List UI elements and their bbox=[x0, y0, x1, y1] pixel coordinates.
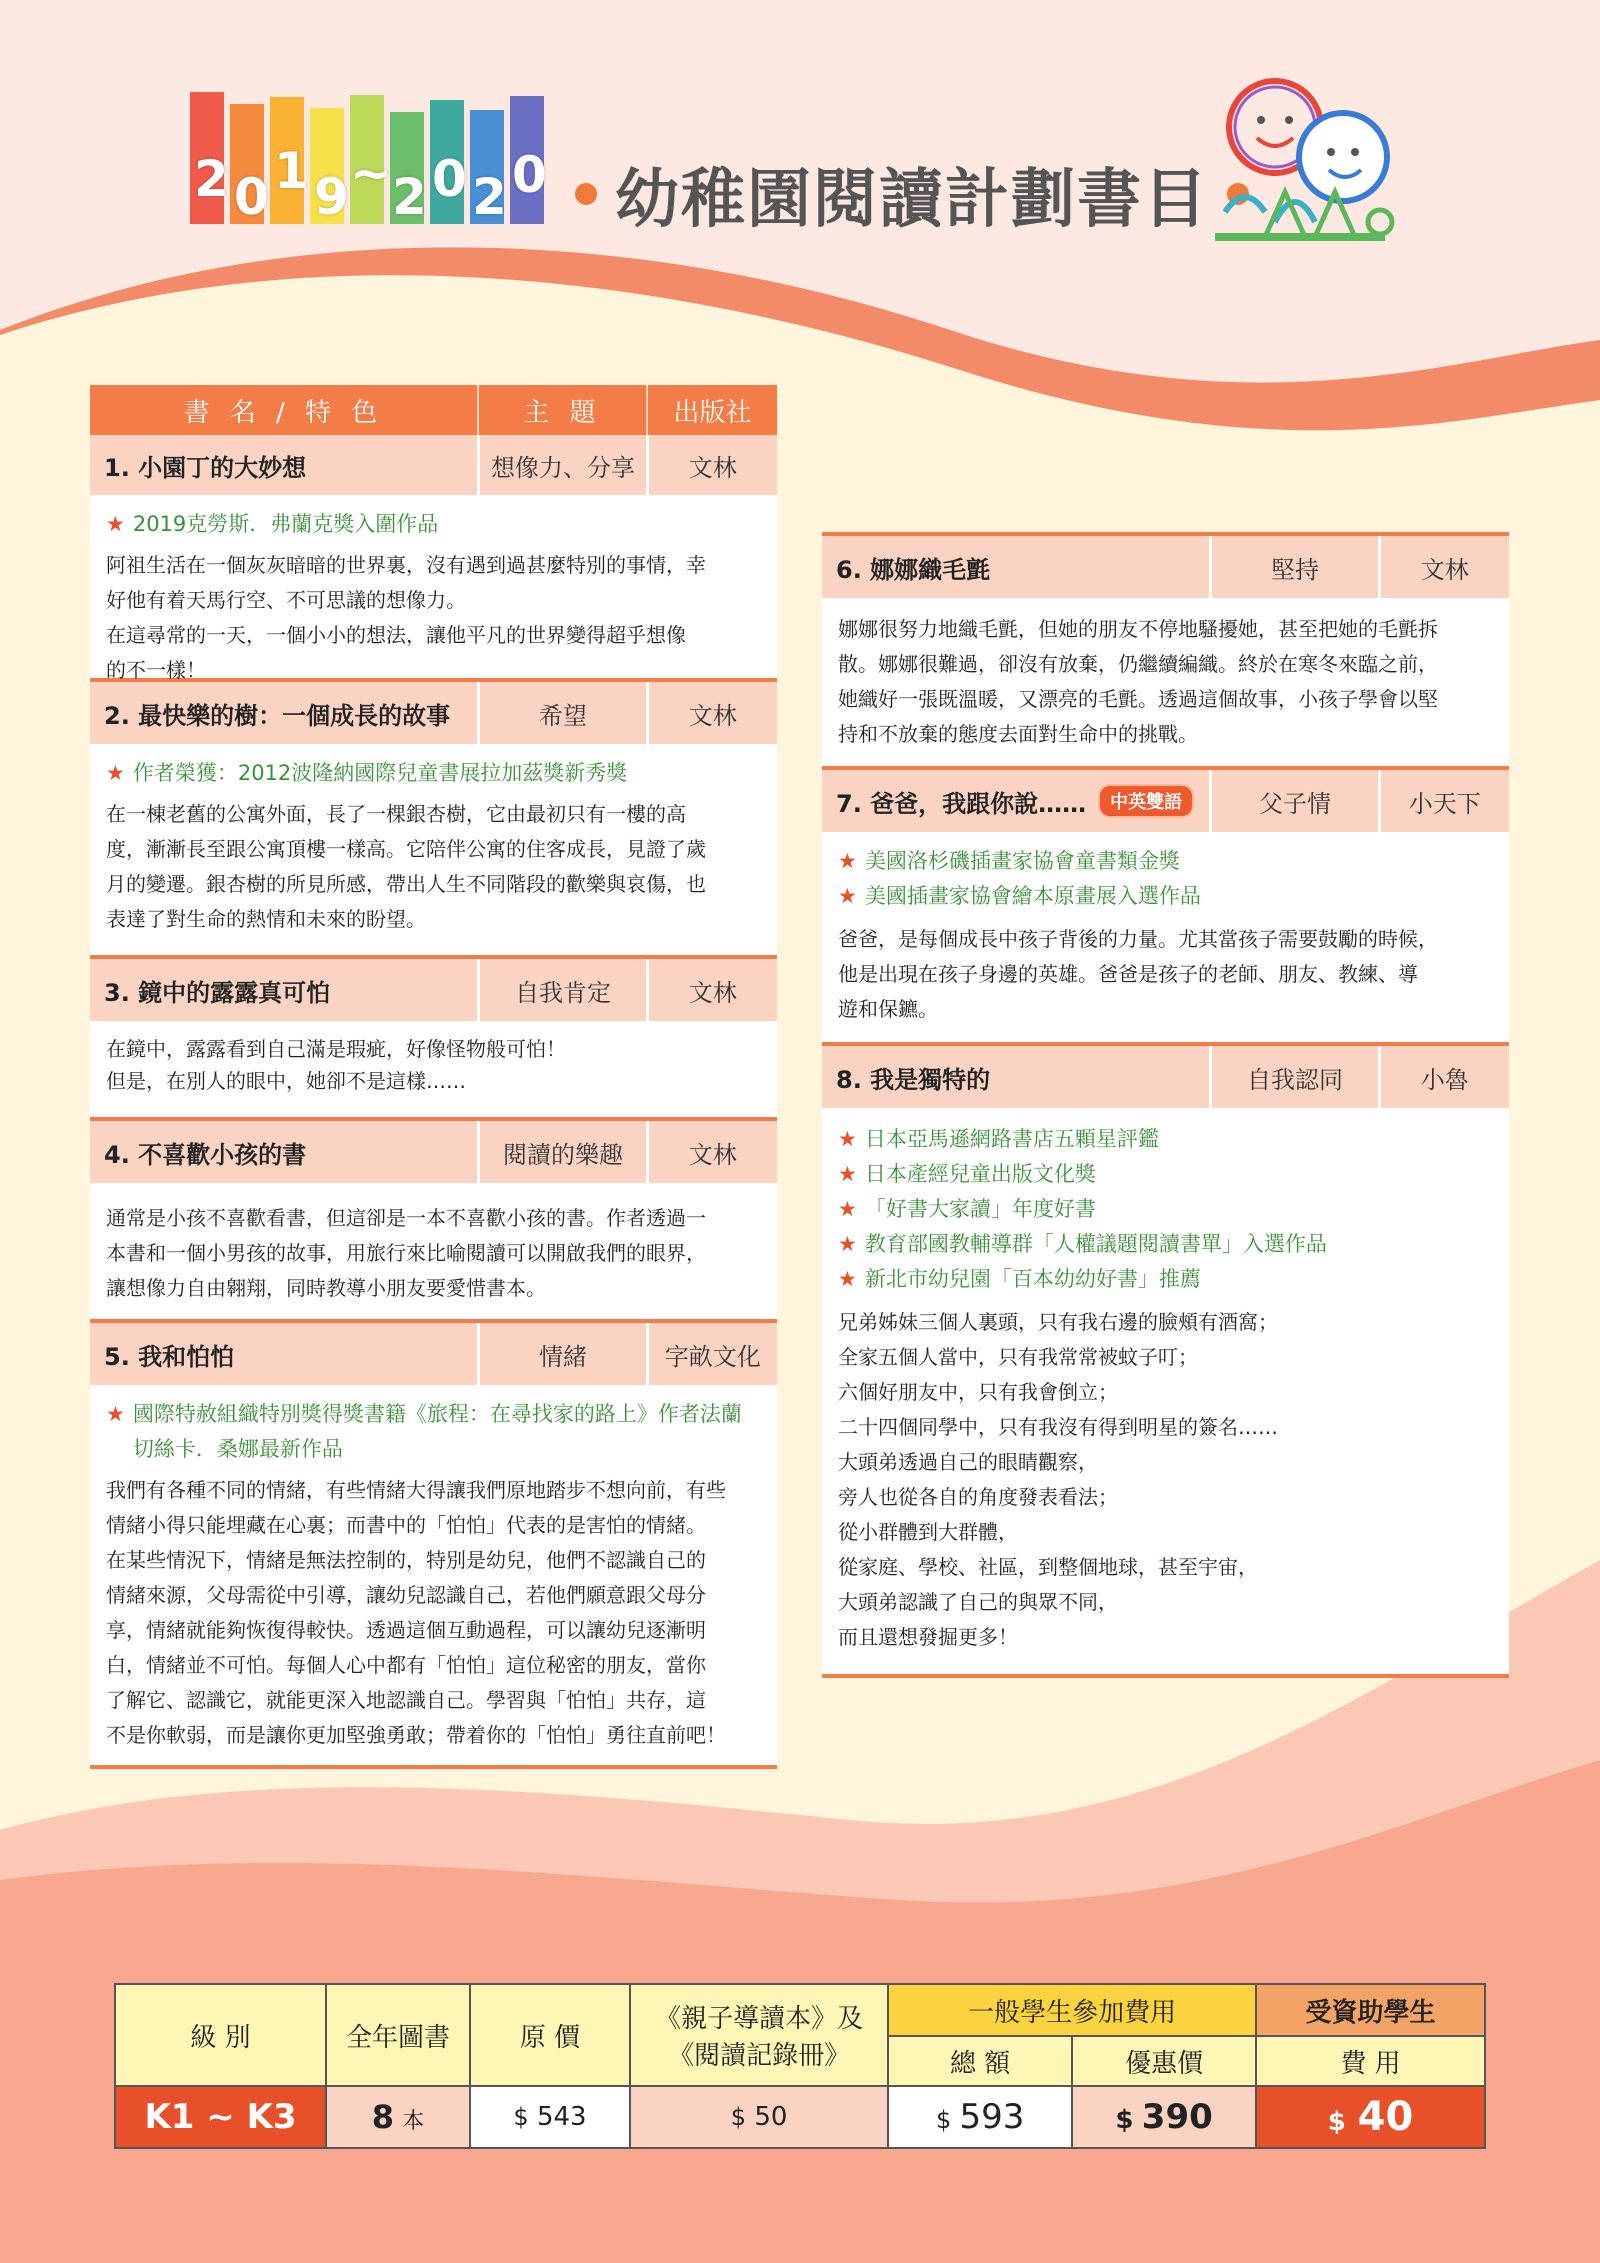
book-theme: 閱讀的樂趣 bbox=[477, 1121, 645, 1183]
award-line bbox=[838, 844, 1493, 879]
star-icon: ★ bbox=[838, 1162, 857, 1186]
header-discount: 優惠價 bbox=[1072, 2036, 1256, 2086]
award-text: 美國插畫家協會繪本原畫展入選作品 bbox=[864, 884, 1201, 908]
desc-line: 但是，在別人的眼中，她卻不是這樣…… bbox=[106, 1069, 466, 1093]
award-line bbox=[838, 1227, 1493, 1262]
desc-line: 度，漸漸長至跟公寓頂樓一樣高。它陪伴公寓的住客成長，見證了歲 bbox=[106, 837, 706, 861]
currency: $ bbox=[935, 2106, 952, 2134]
desc-line: 阿祖生活在一個灰灰暗暗的世界裏，沒有遇到過甚麼特別的事情，幸 bbox=[106, 553, 706, 577]
book-name: 1. 小園丁的大妙想 bbox=[104, 453, 307, 482]
book-title-row bbox=[90, 1319, 777, 1385]
header-original-price: 原 價 bbox=[470, 1984, 630, 2086]
award-line bbox=[106, 1397, 761, 1467]
desc-line: 散。娜娜很難過，卻沒有放棄，仍繼續編織。終於在寒冬來臨之前， bbox=[838, 652, 1438, 676]
book-title-row bbox=[90, 435, 777, 495]
award-line bbox=[838, 1192, 1493, 1227]
desc-line: 她織好一張既溫暖，又漂亮的毛氈。透過這個故事，小孩子學會以堅 bbox=[838, 687, 1438, 711]
desc-line: 了解它、認識它，就能更深入地認識自己。學習與「怕怕」共存，這 bbox=[106, 1688, 706, 1712]
book-name: 8. 我是獨特的 bbox=[836, 1065, 991, 1094]
year-label bbox=[190, 142, 560, 230]
book-description bbox=[90, 1183, 777, 1319]
book-theme: 父子情 bbox=[1209, 770, 1377, 832]
star-icon: ★ bbox=[106, 761, 125, 785]
award-text: 國際特赦組織特別獎得獎書籍《旅程：在尋找家的路上》作者法蘭 bbox=[132, 1402, 742, 1426]
level-cell: K1 ~ K3 bbox=[115, 2086, 326, 2148]
book-description bbox=[90, 495, 777, 682]
header-publisher: 出版社 bbox=[673, 397, 752, 428]
book-title-row bbox=[822, 536, 1509, 598]
header-books: 全年圖書 bbox=[326, 1984, 470, 2086]
book-description bbox=[90, 1021, 777, 1117]
original-price: 543 bbox=[536, 2102, 587, 2132]
bilingual-badge: 中英雙語 bbox=[1098, 784, 1194, 818]
book-publisher: 小魯 bbox=[1378, 1046, 1509, 1108]
desc-line: 從家庭、學校、社區，到整個地球，甚至宇宙， bbox=[838, 1555, 1258, 1579]
year-digit: 2 bbox=[194, 150, 229, 208]
book-publisher: 文林 bbox=[646, 1121, 777, 1183]
book-theme: 希望 bbox=[477, 682, 645, 744]
desc-line: 從小群體到大群體， bbox=[838, 1520, 1018, 1544]
book-publisher: 文林 bbox=[646, 682, 777, 744]
year-digit: 0 bbox=[234, 168, 269, 226]
book-name: 2. 最快樂的樹：一個成長的故事 bbox=[104, 701, 451, 730]
header-general-students: 一般學生參加費用 bbox=[888, 1984, 1256, 2036]
book-name: 4. 不喜歡小孩的書 bbox=[104, 1140, 307, 1169]
book-theme: 自我認同 bbox=[1209, 1046, 1377, 1108]
table-header bbox=[90, 385, 777, 435]
award-line bbox=[838, 879, 1493, 914]
star-icon: ★ bbox=[838, 1127, 857, 1151]
award-text: 新北市幼兒園「百本幼幼好書」推薦 bbox=[864, 1267, 1201, 1291]
book-description bbox=[822, 832, 1509, 1042]
desc-line: 不是你軟弱，而是讓你更加堅強勇敢；帶着你的「怕怕」勇往直前吧！ bbox=[106, 1723, 726, 1747]
year-digit: 1 bbox=[274, 142, 309, 200]
description-text bbox=[106, 1473, 761, 1753]
header-name: 書 名 / 特 色 bbox=[90, 385, 479, 435]
desc-line: 享，情緒就能夠恢復得較快。透過這個互動過程，可以讓幼兒逐漸明 bbox=[106, 1618, 706, 1642]
book-publisher: 文林 bbox=[1378, 536, 1509, 598]
desc-line: 情緒來源，父母需從中引導，讓幼兒認識自己，若他們願意跟父母分 bbox=[106, 1583, 706, 1607]
star-icon: ★ bbox=[838, 849, 857, 873]
smiley-mascot-icon bbox=[1205, 72, 1410, 247]
book-theme: 情緒 bbox=[477, 1323, 645, 1385]
discount-price: 390 bbox=[1141, 2097, 1213, 2137]
desc-line: 大頭弟認識了自己的與眾不同， bbox=[838, 1590, 1118, 1614]
award-text: 「好書大家讀」年度好書 bbox=[864, 1197, 1096, 1221]
desc-line: 我們有各種不同的情緒，有些情緒大得讓我們原地踏步不想向前，有些 bbox=[106, 1478, 726, 1502]
desc-line: 在某些情況下，情緒是無法控制的，特別是幼兒，他們不認識自己的 bbox=[106, 1548, 706, 1572]
price-table bbox=[114, 1983, 1486, 2149]
book-title-row bbox=[822, 1042, 1509, 1108]
award-line bbox=[106, 507, 761, 542]
header-theme: 主 題 bbox=[479, 385, 648, 435]
book-name: 3. 鏡中的露露真可怕 bbox=[104, 978, 331, 1007]
header-fee: 費 用 bbox=[1256, 2036, 1485, 2086]
guide-price-cell bbox=[630, 2086, 888, 2148]
desc-line: 本書和一個小男孩的故事，用旅行來比喻閱讀可以開啟我們的眼界， bbox=[106, 1241, 706, 1265]
book-publisher: 小天下 bbox=[1378, 770, 1509, 832]
desc-line: 情緒小得只能埋藏在心裏；而書中的「怕怕」代表的是害怕的情緒。 bbox=[106, 1513, 706, 1537]
year-digit: 0 bbox=[432, 150, 467, 208]
year-digit: 2 bbox=[472, 168, 507, 226]
subsidy-price: 40 bbox=[1357, 2094, 1414, 2140]
star-icon: ★ bbox=[106, 512, 125, 536]
book-description bbox=[822, 1108, 1509, 1678]
book-name: 5. 我和怕怕 bbox=[104, 1342, 235, 1371]
description-text bbox=[106, 548, 761, 688]
star-icon: ★ bbox=[838, 884, 857, 908]
price-row bbox=[115, 2086, 1485, 2148]
desc-line: 旁人也從各自的角度發表看法； bbox=[838, 1485, 1118, 1509]
guide-price: 50 bbox=[754, 2102, 788, 2132]
currency: $ bbox=[730, 2103, 747, 2131]
year-digit: 2 bbox=[392, 168, 427, 226]
year-digit: ~ bbox=[350, 144, 392, 202]
award-text: 日本產經兒童出版文化獎 bbox=[864, 1162, 1096, 1186]
book-theme: 想像力、分享 bbox=[477, 435, 645, 495]
book-theme: 自我肯定 bbox=[477, 959, 645, 1021]
book-title-row bbox=[90, 955, 777, 1021]
book-name-cell bbox=[822, 770, 1209, 832]
book-publisher: 文林 bbox=[646, 435, 777, 495]
dot-icon bbox=[575, 183, 597, 205]
star-icon: ★ bbox=[838, 1267, 857, 1291]
description-text bbox=[838, 1305, 1493, 1655]
desc-line: 好他有着天馬行空、不可思議的想像力。 bbox=[106, 588, 466, 612]
books-unit: 本 bbox=[402, 2109, 425, 2134]
desc-line: 持和不放棄的態度去面對生命中的挑戰。 bbox=[838, 722, 1198, 746]
award-text: 切絲卡．桑娜最新作品 bbox=[132, 1437, 343, 1461]
desc-line: 白，情緒並不可怕。每個人心中都有「怕怕」這位秘密的朋友，當你 bbox=[106, 1653, 706, 1677]
desc-line: 遊和保鑣。 bbox=[838, 997, 938, 1021]
book-description bbox=[822, 598, 1509, 766]
discount-cell bbox=[1072, 2086, 1256, 2148]
header-level: 級 別 bbox=[115, 1984, 326, 2086]
book-publisher: 文林 bbox=[646, 959, 777, 1021]
book-list-left bbox=[90, 385, 777, 1769]
currency: $ bbox=[1327, 2107, 1346, 2137]
book-title-row bbox=[90, 1117, 777, 1183]
total-cell bbox=[888, 2086, 1072, 2148]
book-name: 6. 娜娜織毛氈 bbox=[836, 555, 991, 584]
books-cell bbox=[326, 2086, 470, 2148]
currency: $ bbox=[513, 2103, 529, 2131]
award-line bbox=[106, 756, 761, 791]
desc-line: 全家五個人當中，只有我常常被蚊子叮； bbox=[838, 1345, 1198, 1369]
desc-line: 兄弟姊妹三個人裏頭，只有我右邊的臉頰有酒窩； bbox=[838, 1310, 1278, 1334]
description-text bbox=[106, 797, 761, 937]
currency: $ bbox=[1115, 2105, 1134, 2135]
desc-line: 的不一樣！ bbox=[106, 658, 206, 682]
desc-line: 而且還想發掘更多！ bbox=[838, 1625, 1018, 1649]
description-text bbox=[838, 922, 1493, 1027]
book-title-row bbox=[822, 766, 1509, 832]
total-price: 593 bbox=[959, 2097, 1025, 2137]
book-description bbox=[90, 1385, 777, 1769]
book-description bbox=[90, 744, 777, 955]
original-price-cell bbox=[470, 2086, 630, 2148]
award-text: 教育部國教輔導群「人權議題閱讀書單」入選作品 bbox=[864, 1232, 1327, 1256]
book-name: 7. 爸爸，我跟你說…… bbox=[836, 789, 1087, 818]
desc-line: 讓想像力自由翱翔，同時教導小朋友要愛惜書本。 bbox=[106, 1276, 546, 1300]
header-guide-line: 《親子導讀本》及 bbox=[655, 2004, 864, 2034]
page-title bbox=[575, 148, 1249, 240]
year-digit: 0 bbox=[512, 146, 547, 204]
book-list-right bbox=[822, 532, 1509, 1678]
star-icon: ★ bbox=[838, 1197, 857, 1221]
header-guide-books bbox=[630, 1984, 888, 2086]
desc-line: 月的變遷。銀杏樹的所見所感，帶出人生不同階段的歡樂與哀傷，也 bbox=[106, 872, 706, 896]
price-header-row bbox=[115, 1984, 1485, 2036]
star-icon: ★ bbox=[838, 1232, 857, 1256]
desc-line: 通常是小孩不喜歡看書，但這卻是一本不喜歡小孩的書。作者透過一 bbox=[106, 1206, 706, 1230]
header-guide-line: 《閱讀記錄冊》 bbox=[668, 2041, 851, 2071]
book-title-row bbox=[90, 678, 777, 744]
subsidy-cell bbox=[1256, 2086, 1485, 2148]
award-text: 2019克勞斯．弗蘭克獎入圍作品 bbox=[132, 512, 439, 536]
book-theme: 堅持 bbox=[1209, 536, 1377, 598]
award-text: 日本亞馬遜網路書店五顆星評鑑 bbox=[864, 1127, 1159, 1151]
desc-line: 表達了對生命的熱情和未來的盼望。 bbox=[106, 907, 426, 931]
desc-line: 六個好朋友中，只有我會倒立； bbox=[838, 1380, 1118, 1404]
award-text: 美國洛杉磯插畫家協會童書類金獎 bbox=[864, 849, 1180, 873]
year-digit: 9 bbox=[314, 168, 349, 226]
desc-line: 大頭弟透過自己的眼睛觀察， bbox=[838, 1450, 1098, 1474]
page-title-text: 幼稚園閱讀計劃書目 bbox=[615, 163, 1209, 237]
desc-line: 二十四個同學中，只有我沒有得到明星的簽名…… bbox=[838, 1415, 1278, 1439]
desc-line: 在這尋常的一天，一個小小的想法，讓他平凡的世界變得超乎想像 bbox=[106, 623, 686, 647]
award-line bbox=[838, 1157, 1493, 1192]
award-text: 作者榮獲：2012波隆納國際兒童書展拉加茲獎新秀獎 bbox=[132, 761, 628, 785]
desc-line: 娜娜很努力地織毛氈，但她的朋友不停地騷擾她，甚至把她的毛氈拆 bbox=[838, 617, 1438, 641]
book-publisher: 字畝文化 bbox=[646, 1323, 777, 1385]
star-icon: ★ bbox=[106, 1402, 125, 1426]
header-subsidized: 受資助學生 bbox=[1256, 1984, 1485, 2036]
header-total: 總 額 bbox=[888, 2036, 1072, 2086]
desc-line: 在一棟老舊的公寓外面，長了一棵銀杏樹，它由最初只有一樓的高 bbox=[106, 802, 686, 826]
books-number: 8 bbox=[371, 2098, 395, 2136]
desc-line: 他是出現在孩子身邊的英雄。爸爸是孩子的老師、朋友、教練、導 bbox=[838, 962, 1418, 986]
desc-line: 爸爸，是每個成長中孩子背後的力量。尤其當孩子需要鼓勵的時候， bbox=[838, 927, 1438, 951]
award-line bbox=[838, 1262, 1493, 1297]
award-line bbox=[838, 1122, 1493, 1157]
desc-line: 在鏡中，露露看到自己滿是瑕疵，好像怪物般可怕！ bbox=[106, 1037, 566, 1061]
